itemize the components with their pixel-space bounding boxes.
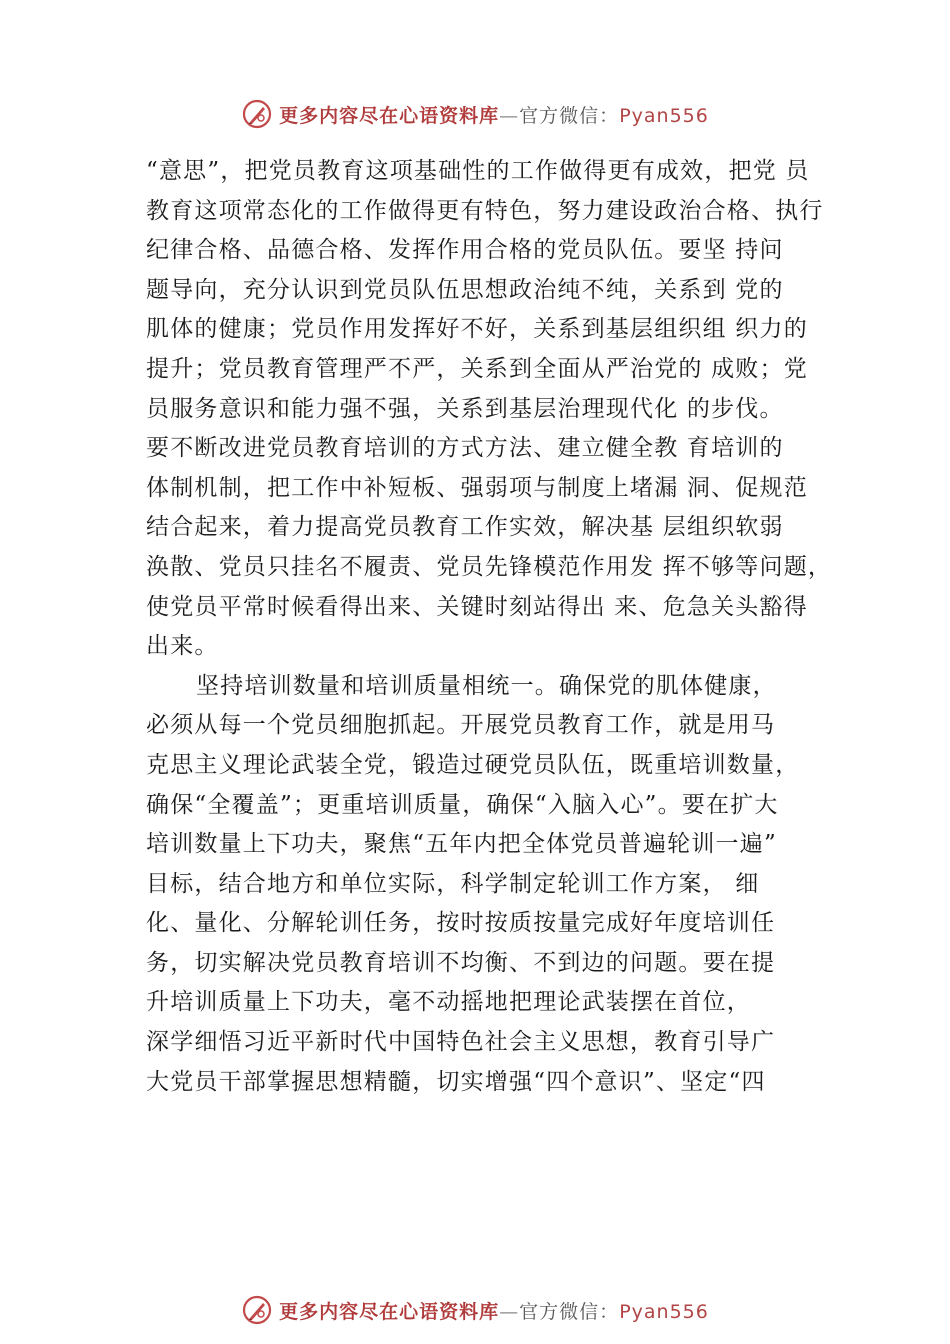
quill-logo-icon xyxy=(241,98,273,130)
footer-watermark xyxy=(0,1290,950,1330)
header-watermark xyxy=(0,94,950,134)
text-line: 出来。 xyxy=(146,633,219,660)
text-line: 培训数量上下功夫，聚焦“五年内把全体党员普遍轮训一遍” xyxy=(146,831,777,858)
text-line: 纪律合格、品德合格、发挥作用合格的党员队伍。要坚 持问 xyxy=(146,237,784,264)
document-body xyxy=(146,152,846,1102)
text-line: 深学细悟习近平新时代中国特色社会主义思想，教育引导广 xyxy=(146,1029,776,1056)
text-line: 务，切实解决党员教育培训不均衡、不到边的问题。要在提 xyxy=(146,949,776,976)
text-line: 克思主义理论武装全党，锻造过硬党员队伍，既重培训数量， xyxy=(146,751,800,778)
text-line: 升培训质量上下功夫，毫不动摇地把理论武装摆在首位， xyxy=(146,989,751,1016)
text-line: 题导向，充分认识到党员队伍思想政治纯不纯，关系到 党的 xyxy=(146,276,784,303)
text-line: 目标，结合地方和单位实际，科学制定轮训工作方案， 细 xyxy=(146,870,760,897)
text-line: 体制机制，把工作中补短板、强弱项与制度上堵漏 洞、促规范 xyxy=(146,474,808,501)
watermark-official: 官方微信： xyxy=(519,1300,620,1323)
text-line: 员服务意识和能力强不强，关系到基层治理现代化 的步伐。 xyxy=(146,395,784,422)
text-line: 使党员平常时候看得出来、关键时刻站得出 来、危急关头豁得 xyxy=(146,593,808,620)
quill-logo-icon xyxy=(241,1294,273,1326)
text-line: 必须从每一个党员细胞抓起。开展党员教育工作，就是用马 xyxy=(146,712,776,739)
watermark-text xyxy=(279,1297,709,1324)
text-line: 涣散、党员只挂名不履责、党员先锋模范作用发 挥不够等问题， xyxy=(146,553,833,580)
paragraph-start-line: 坚持培训数量和培训质量相统一。确保党的肌体健康， xyxy=(196,672,777,699)
watermark-wechat: Pyan556 xyxy=(619,104,709,127)
text-line: 教育这项常态化的工作做得更有特色，努力建设政治合格、执行 xyxy=(146,197,824,224)
text-line: 大党员干部掌握思想精髓，切实增强“四个意识”、坚定“四 xyxy=(146,1068,766,1095)
text-line: 化、量化、分解轮训任务，按时按质按量完成好年度培训任 xyxy=(146,910,776,937)
text-line: 提升；党员教育管理严不严，关系到全面从严治党的 成败；党 xyxy=(146,355,808,382)
watermark-wechat: Pyan556 xyxy=(619,1300,709,1323)
watermark-brand: 更多内容尽在心语资料库 xyxy=(279,1300,500,1323)
text-line: 肌体的健康；党员作用发挥好不好，关系到基层组织组 织力的 xyxy=(146,316,808,343)
watermark-dash: — xyxy=(499,104,520,127)
watermark-dash: — xyxy=(499,1300,520,1323)
text-line: 要不断改进党员教育培训的方式方法、建立健全教 育培训的 xyxy=(146,435,784,462)
watermark-brand: 更多内容尽在心语资料库 xyxy=(279,104,500,127)
text-line: 结合起来，着力提高党员教育工作实效，解决基 层组织软弱 xyxy=(146,514,784,541)
text-line: “意思”，把党员教育这项基础性的工作做得更有成效，把党 员 xyxy=(146,158,810,184)
watermark-text xyxy=(279,101,709,128)
text-line: 确保“全覆盖”；更重培训质量，确保“入脑入心”。要在扩大 xyxy=(146,791,779,818)
watermark-official: 官方微信： xyxy=(519,104,620,127)
